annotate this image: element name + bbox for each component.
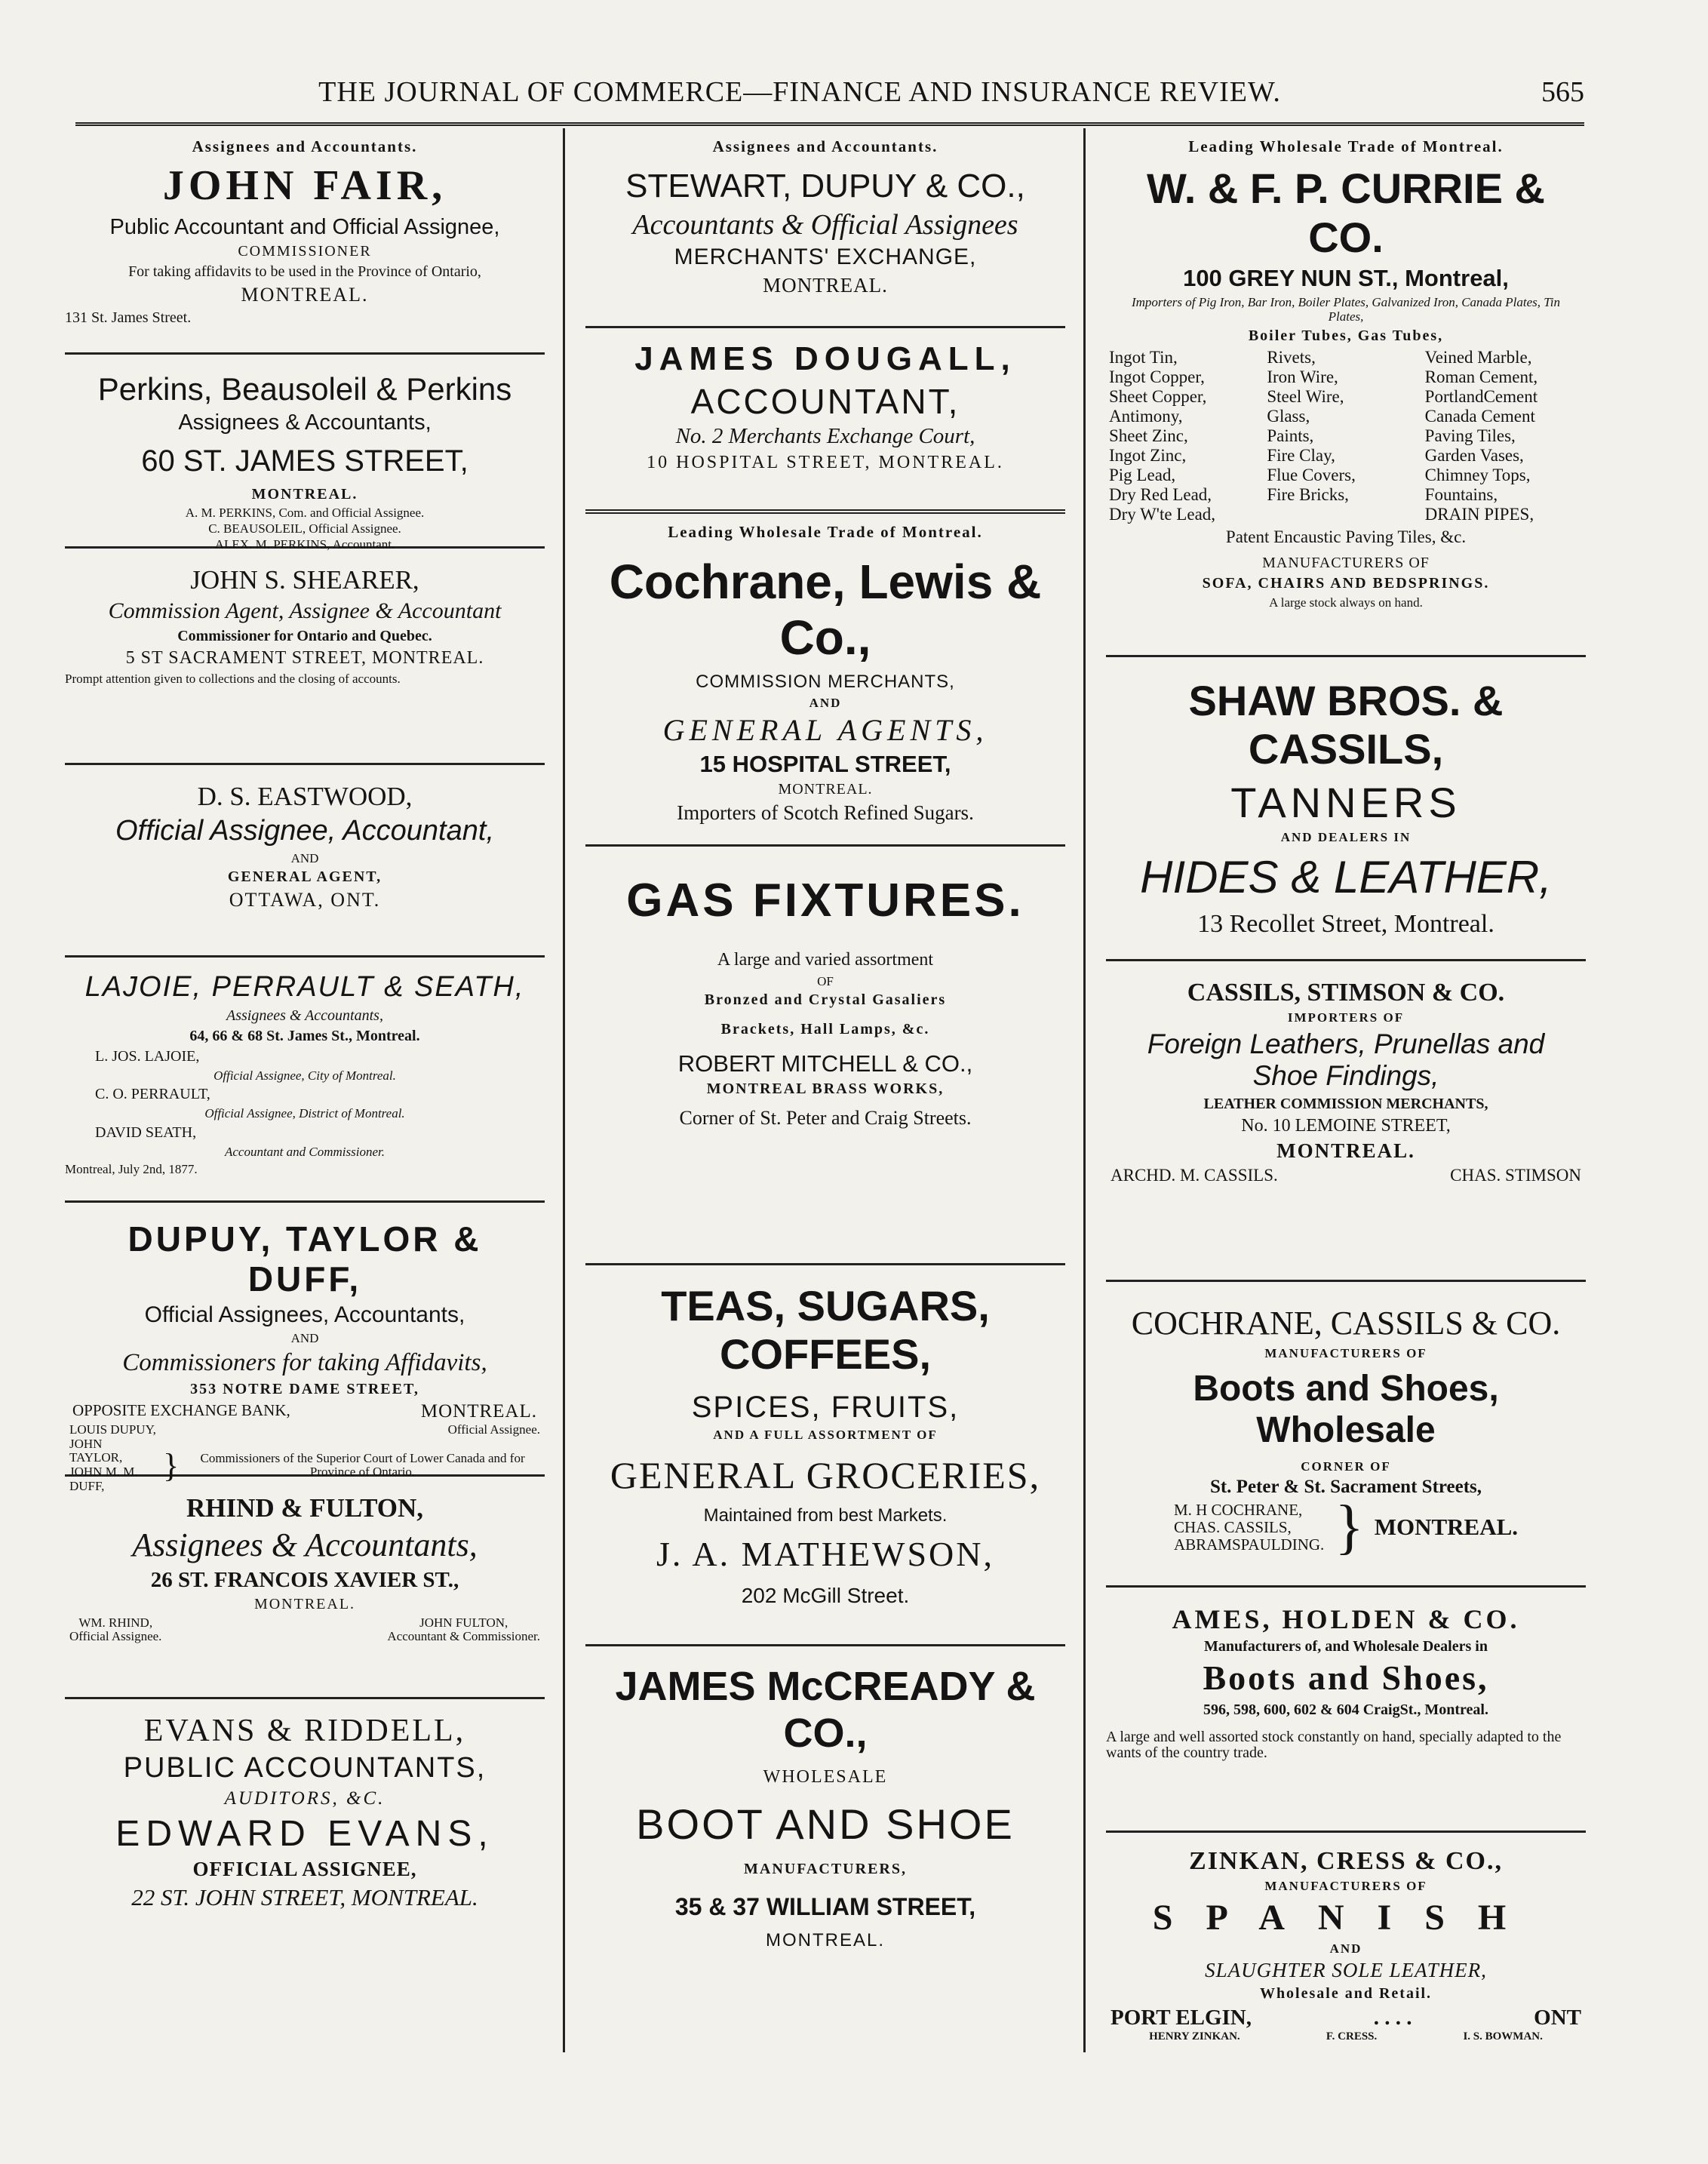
ad-line: C. BEAUSOLEIL, Official Assignee. [208, 521, 401, 536]
ad-line: Official Assignee, Accountant, [115, 815, 494, 847]
ad-line: HENRY ZINKAN. [1149, 2030, 1240, 2043]
ad-line: A large stock always on hand. [1269, 595, 1423, 610]
ad-line [1106, 1494, 1586, 1561]
ad-line: CHAS. STIMSON [1450, 1166, 1581, 1185]
ad-stewart-dupuy [585, 128, 1065, 328]
ad-cochrane-lewis [585, 514, 1065, 847]
advertiser-name: STEWART, DUPUY & CO., [625, 168, 1025, 205]
advertiser-name: Cochrane, Lewis & Co., [609, 555, 1042, 665]
ad-line: 353 NOTRE DAME STREET, [190, 1380, 419, 1397]
ad-line: ACCOUNTANT, [690, 381, 960, 421]
ad-line: MONTREAL. [763, 273, 888, 297]
ad-line: Assignees & Accountants, [226, 1007, 383, 1024]
ad-line: MONTREAL. [251, 485, 358, 503]
goods-item: Veined Marble, [1424, 347, 1532, 367]
ad-line: MANUFACTURERS OF [1264, 1879, 1427, 1894]
ad-line: 596, 598, 600, 602 & 604 CraigSt., Montreal. [1203, 1701, 1488, 1719]
ad-line [65, 1401, 545, 1422]
ad-line: AND [809, 695, 842, 710]
ad-line: 26 ST. FRANCOIS XAVIER ST., [150, 1567, 459, 1592]
ad-mathewson [585, 1265, 1065, 1646]
journal-title: THE JOURNAL OF COMMERCE—FINANCE AND INSURANCE REVIEW. [318, 76, 1281, 108]
goods-item: Ingot Tin, [1109, 347, 1178, 367]
column-divider [563, 128, 565, 2052]
ad-line: CHAS. CASSILS, [1173, 1517, 1292, 1536]
ad-line: SPANISH [1152, 1897, 1540, 1938]
section-heading: Leading Wholesale Trade of Montreal. [668, 523, 983, 541]
ad-line: Assignees & Accountants, [178, 410, 432, 435]
ad-line: Official Assignee, City of Montreal. [214, 1068, 396, 1083]
ad-line: OFFICIAL ASSIGNEE, [192, 1857, 417, 1880]
ad-shearer [65, 549, 545, 765]
ad-line: Foreign Leathers, Prunellas and Shoe Findings, [1147, 1028, 1545, 1092]
ad-line: AND [1329, 1941, 1362, 1956]
goods-item: Sheet Zinc, [1109, 426, 1188, 445]
ad-line: J. A. MATHEWSON, [656, 1535, 994, 1574]
ad-line: Corner of St. Peter and Craig Streets. [679, 1107, 972, 1130]
ad-line: CORNER OF [1301, 1459, 1391, 1474]
section-heading: Assignees and Accountants. [192, 137, 418, 155]
ad-line: A. M. PERKINS, Com. and Official Assignee. [185, 505, 425, 520]
ad-line: JOHN TAYLOR, [69, 1436, 123, 1465]
goods-item: Fountains, [1424, 484, 1498, 504]
ad-line: C. O. PERRAULT, [95, 1086, 210, 1103]
ad-line: Official Assignees, Accountants, [144, 1302, 465, 1327]
ad-line: 35 & 37 WILLIAM STREET, [674, 1893, 976, 1921]
ad-zinkan [1106, 1833, 1586, 2076]
advertisement-columns [65, 128, 1589, 2052]
ad-line: Prompt attention given to collections and the closing of accounts. [65, 672, 401, 687]
goods-item: Dry W'te Lead, [1109, 504, 1216, 524]
ad-line: ROBERT MITCHELL & CO., [677, 1050, 973, 1077]
ad-line: JOHN FULTON, [419, 1615, 508, 1631]
ad-shaw [1106, 657, 1586, 961]
goods-item: Fire Clay, [1267, 445, 1335, 465]
ad-line: MONTREAL BRASS WORKS, [706, 1080, 945, 1098]
ad-line: Maintained from best Markets. [703, 1505, 948, 1526]
ad-line: No. 10 LEMOINE STREET, [1241, 1115, 1451, 1136]
goods-item: Rivets, [1267, 347, 1316, 367]
ad-line: For taking affidavits to be used in the Province of Ontario, [128, 263, 481, 280]
ad-line: ABRAMSPAULDING. [1173, 1535, 1325, 1554]
section-heading: Leading Wholesale Trade of Montreal. [1188, 137, 1504, 155]
ad-line: GENERAL AGENT, [227, 868, 382, 886]
section-heading: Assignees and Accountants. [712, 137, 938, 155]
ad-line: 22 ST. JOHN STREET, MONTREAL. [131, 1883, 478, 1910]
ad-line: A large and varied assortment [717, 950, 934, 970]
ad-mccready [585, 1646, 1065, 1965]
ad-line: Commissioner for Ontario and Quebec. [177, 627, 432, 644]
ad-line: LOUIS DUPUY, [69, 1422, 156, 1437]
ad-line: Bronzed and Crystal Gasaliers [704, 991, 947, 1009]
ad-line [1106, 2030, 1586, 2043]
column-2 [585, 128, 1065, 2052]
ad-line: MONTREAL. [765, 1929, 885, 1950]
advertiser-name: DUPUY, TAYLOR & DUFF, [127, 1219, 482, 1299]
ad-line: No. 2 Merchants Exchange Court, [675, 424, 975, 449]
ad-line: COMMISSION MERCHANTS, [696, 672, 955, 693]
ad-line: Official Assignee, District of Montreal. [204, 1106, 405, 1121]
ad-line: Boots and Shoes, [1203, 1658, 1489, 1698]
ad-line: St. Peter & St. Sacrament Streets, [1209, 1477, 1482, 1498]
goods-item: DRAIN PIPES, [1424, 504, 1534, 524]
ad-line: SPICES, FRUITS, [691, 1390, 960, 1424]
ad-line [65, 1616, 545, 1643]
ad-perkins [65, 355, 545, 552]
ad-line: OPPOSITE EXCHANGE BANK, [72, 1400, 290, 1419]
ad-line: Accountant and Commissioner. [224, 1144, 386, 1159]
ad-line: ONT [1534, 2006, 1581, 2030]
ad-line: Public Accountant and Official Assignee, [109, 214, 500, 239]
ad-line: ARCHD. M. CASSILS. [1111, 1166, 1278, 1185]
ad-line: IMPORTERS OF [1287, 1010, 1405, 1025]
advertiser-name: CASSILS, STIMSON & CO. [1187, 979, 1505, 1007]
ad-line: COMMISSIONER [238, 242, 372, 260]
ad-line: MONTREAL. [241, 283, 369, 306]
advertiser-name: JAMES McCREADY & CO., [615, 1664, 1036, 1757]
advertiser-name: SHAW BROS. & CASSILS, [1188, 677, 1504, 773]
ad-line: L. JOS. LAJOIE, [95, 1047, 200, 1065]
ad-line: Boiler Tubes, Gas Tubes, [1248, 327, 1444, 344]
ad-line: A large and well assorted stock constantly on hand, specially adapted to the wants of the country trade. [1106, 1729, 1562, 1762]
ad-line: 60 ST. JAMES STREET, [141, 444, 468, 478]
ad-line: Accountants & Official Assignees [632, 208, 1018, 241]
goods-item: Chimney Tops, [1424, 465, 1531, 484]
goods-item: Antimony, [1109, 406, 1183, 426]
ad-line: I. S. BOWMAN. [1463, 2030, 1543, 2043]
advertiser-name: JOHN FAIR, [162, 162, 447, 210]
goods-item: Iron Wire, [1267, 367, 1338, 386]
ad-line: Official Assignee. [69, 1629, 162, 1644]
advertiser-name: JAMES DOUGALL, [634, 340, 1016, 377]
ad-line: Accountant & Commissioner. [387, 1629, 540, 1644]
ad-line: MONTREAL. [1276, 1139, 1415, 1163]
ad-line: AND [290, 850, 319, 865]
ad-line: . . . . [1373, 2006, 1412, 2030]
ad-ames-holden [1106, 1588, 1586, 1833]
ad-line: PUBLIC ACCOUNTANTS, [123, 1752, 487, 1784]
ad-line: M. H COCHRANE, [1173, 1500, 1303, 1519]
advertiser-name: EVANS & RIDDELL, [143, 1714, 466, 1748]
goods-item: Fire Bricks, [1267, 484, 1349, 504]
ad-address: 131 St. James Street. [65, 309, 192, 326]
ad-line: 100 GREY NUN ST., Montreal, [1183, 264, 1509, 291]
ad-line: WHOLESALE [763, 1767, 888, 1787]
ad-evans [65, 1699, 545, 1942]
ad-line: AND DEALERS IN [1280, 830, 1412, 845]
advertiser-name: ZINKAN, CRESS & CO., [1189, 1847, 1503, 1875]
ad-line: Boots and Shoes, Wholesale [1193, 1369, 1499, 1451]
ad-line [65, 1422, 545, 1437]
ad-eastwood [65, 765, 545, 958]
ad-cassils-stimson [1106, 961, 1586, 1282]
ad-line: MONTREAL. [420, 1400, 537, 1422]
ad-line: LEATHER COMMISSION MERCHANTS, [1203, 1095, 1488, 1112]
ad-line: AUDITORS, &C. [224, 1787, 386, 1809]
advertiser-name: GAS FIXTURES. [626, 875, 1024, 927]
advertiser-name: COCHRANE, CASSILS & CO. [1131, 1305, 1561, 1342]
advertiser-name: D. S. EASTWOOD, [197, 782, 413, 811]
ad-line: 13 Recollet Street, Montreal. [1197, 909, 1494, 938]
goods-item [1267, 505, 1424, 524]
ad-line: Brackets, Hall Lamps, &c. [720, 1021, 930, 1038]
ad-line: F. CRESS. [1326, 2030, 1378, 2043]
ad-line: OF [817, 973, 834, 988]
brace: } [162, 1446, 180, 1484]
goods-item: PortlandCement [1424, 386, 1538, 406]
ad-line: Importers of Scotch Refined Sugars. [677, 801, 974, 825]
ad-john-fair [65, 128, 545, 355]
ad-line: MANUFACTURERS OF [1262, 554, 1430, 571]
ad-line: 15 HOSPITAL STREET, [699, 751, 951, 778]
ad-line: Commission Agent, Assignee & Accountant [108, 598, 502, 624]
goods-item: Flue Covers, [1267, 465, 1356, 484]
advertiser-name: W. & F. P. CURRIE & CO. [1147, 164, 1545, 261]
page-number: 565 [1541, 76, 1584, 108]
advertiser-name: JOHN S. SHEARER, [190, 565, 419, 595]
ad-line: OTTAWA, ONT. [229, 889, 381, 911]
column-1 [65, 128, 545, 2052]
ad-line: AND A FULL ASSORTMENT OF [713, 1427, 938, 1442]
ad-line [1106, 2006, 1586, 2030]
ad-line: ALEX. M. PERKINS, Accountant. [214, 536, 395, 552]
ad-cochrane-cassils [1106, 1282, 1586, 1588]
brace: } [1335, 1494, 1364, 1561]
goods-item: Ingot Copper, [1109, 367, 1205, 386]
column-3 [1106, 128, 1586, 2052]
ad-line: EDWARD EVANS, [115, 1813, 494, 1854]
column-divider [1083, 128, 1086, 2052]
ad-dupuy-taylor [65, 1203, 545, 1493]
advertiser-name: AMES, HOLDEN & CO. [1172, 1604, 1520, 1634]
ad-line: MERCHANTS' EXCHANGE, [674, 244, 977, 270]
ad-line: HIDES & LEATHER, [1140, 851, 1552, 902]
ad-line: Assignees & Accountants, [132, 1526, 478, 1564]
ad-line: SLAUGHTER SOLE LEATHER, [1205, 1959, 1487, 1982]
ad-line: GENERAL AGENTS, [662, 713, 988, 748]
ad-line: GENERAL GROCERIES, [610, 1454, 1041, 1497]
goods-item: Canada Cement [1424, 406, 1535, 426]
ad-rhind [65, 1477, 545, 1699]
ad-line: Commissioners for taking Affidavits, [122, 1348, 487, 1376]
goods-item: Ingot Zinc, [1109, 445, 1187, 465]
goods-item: Steel Wire, [1267, 386, 1344, 406]
ad-lajoie [65, 958, 545, 1203]
goods-item: Roman Cement, [1424, 367, 1538, 386]
ad-line: 5 ST SACRAMENT STREET, MONTREAL. [125, 647, 484, 668]
ad-line: Official Assignee. [447, 1422, 540, 1437]
ad-line: MONTREAL. [778, 781, 873, 798]
goods-item: Paving Tiles, [1424, 426, 1516, 445]
ad-currie [1106, 128, 1586, 657]
goods-item: Pig Lead, [1109, 465, 1176, 484]
ad-line: Wholesale and Retail. [1259, 1985, 1433, 2003]
ad-line: MANUFACTURERS OF [1264, 1345, 1427, 1360]
ad-dougall [585, 328, 1065, 514]
ad-line: MANUFACTURERS, [744, 1861, 907, 1878]
ad-line [1106, 1166, 1586, 1185]
advertiser-name: RHIND & FULTON, [186, 1493, 424, 1523]
ad-line: 10 HOSPITAL STREET, MONTREAL. [647, 452, 1004, 472]
advertiser-name: TEAS, SUGARS, COFFEES, [661, 1282, 990, 1379]
ad-line: JOHN M. M. DUFF, [69, 1465, 138, 1493]
ad-line: BOOT AND SHOE [636, 1800, 1015, 1848]
goods-item: Dry Red Lead, [1109, 484, 1212, 504]
ad-gas-fixtures [585, 847, 1065, 1265]
ad-line: Patent Encaustic Paving Tiles, &c. [1225, 527, 1467, 546]
ad-line: Montreal, July 2nd, 1877. [65, 1162, 198, 1177]
ad-line: AND [290, 1331, 319, 1346]
ad-line: Importers of Pig Iron, Bar Iron, Boiler Plates, Galvanized Iron, Canada Plates, Tin Plates, [1131, 294, 1561, 324]
ad-line: SOFA, CHAIRS AND BEDSPRINGS. [1202, 574, 1490, 592]
advertiser-name: Perkins, Beausoleil & Perkins [97, 371, 512, 407]
advertiser-name: LAJOIE, PERRAULT & SEATH, [84, 971, 525, 1003]
ad-line: PORT ELGIN, [1111, 2006, 1252, 2030]
ad-line: MONTREAL. [253, 1596, 356, 1613]
ad-line: 202 McGill Street. [741, 1584, 910, 1608]
goods-item: Sheet Copper, [1109, 386, 1207, 406]
goods-item: Glass, [1267, 406, 1310, 426]
ad-line: TANNERS [1230, 778, 1461, 826]
goods-item: Garden Vases, [1424, 445, 1524, 465]
ad-line: WM. RHIND, [78, 1615, 153, 1631]
goods-item: Paints, [1267, 426, 1314, 445]
running-header [75, 69, 1584, 126]
goods-list [1106, 348, 1586, 524]
ad-line: DAVID SEATH, [95, 1123, 197, 1141]
ad-line: 64, 66 & 68 St. James St., Montreal. [189, 1027, 420, 1044]
ad-line: Manufacturers of, and Wholesale Dealers in [1204, 1638, 1488, 1655]
ad-line: MONTREAL. [1374, 1514, 1519, 1541]
ad-line: Commissioners of the Superior Court of Lower Canada and for Province of Ontario. [200, 1451, 525, 1480]
